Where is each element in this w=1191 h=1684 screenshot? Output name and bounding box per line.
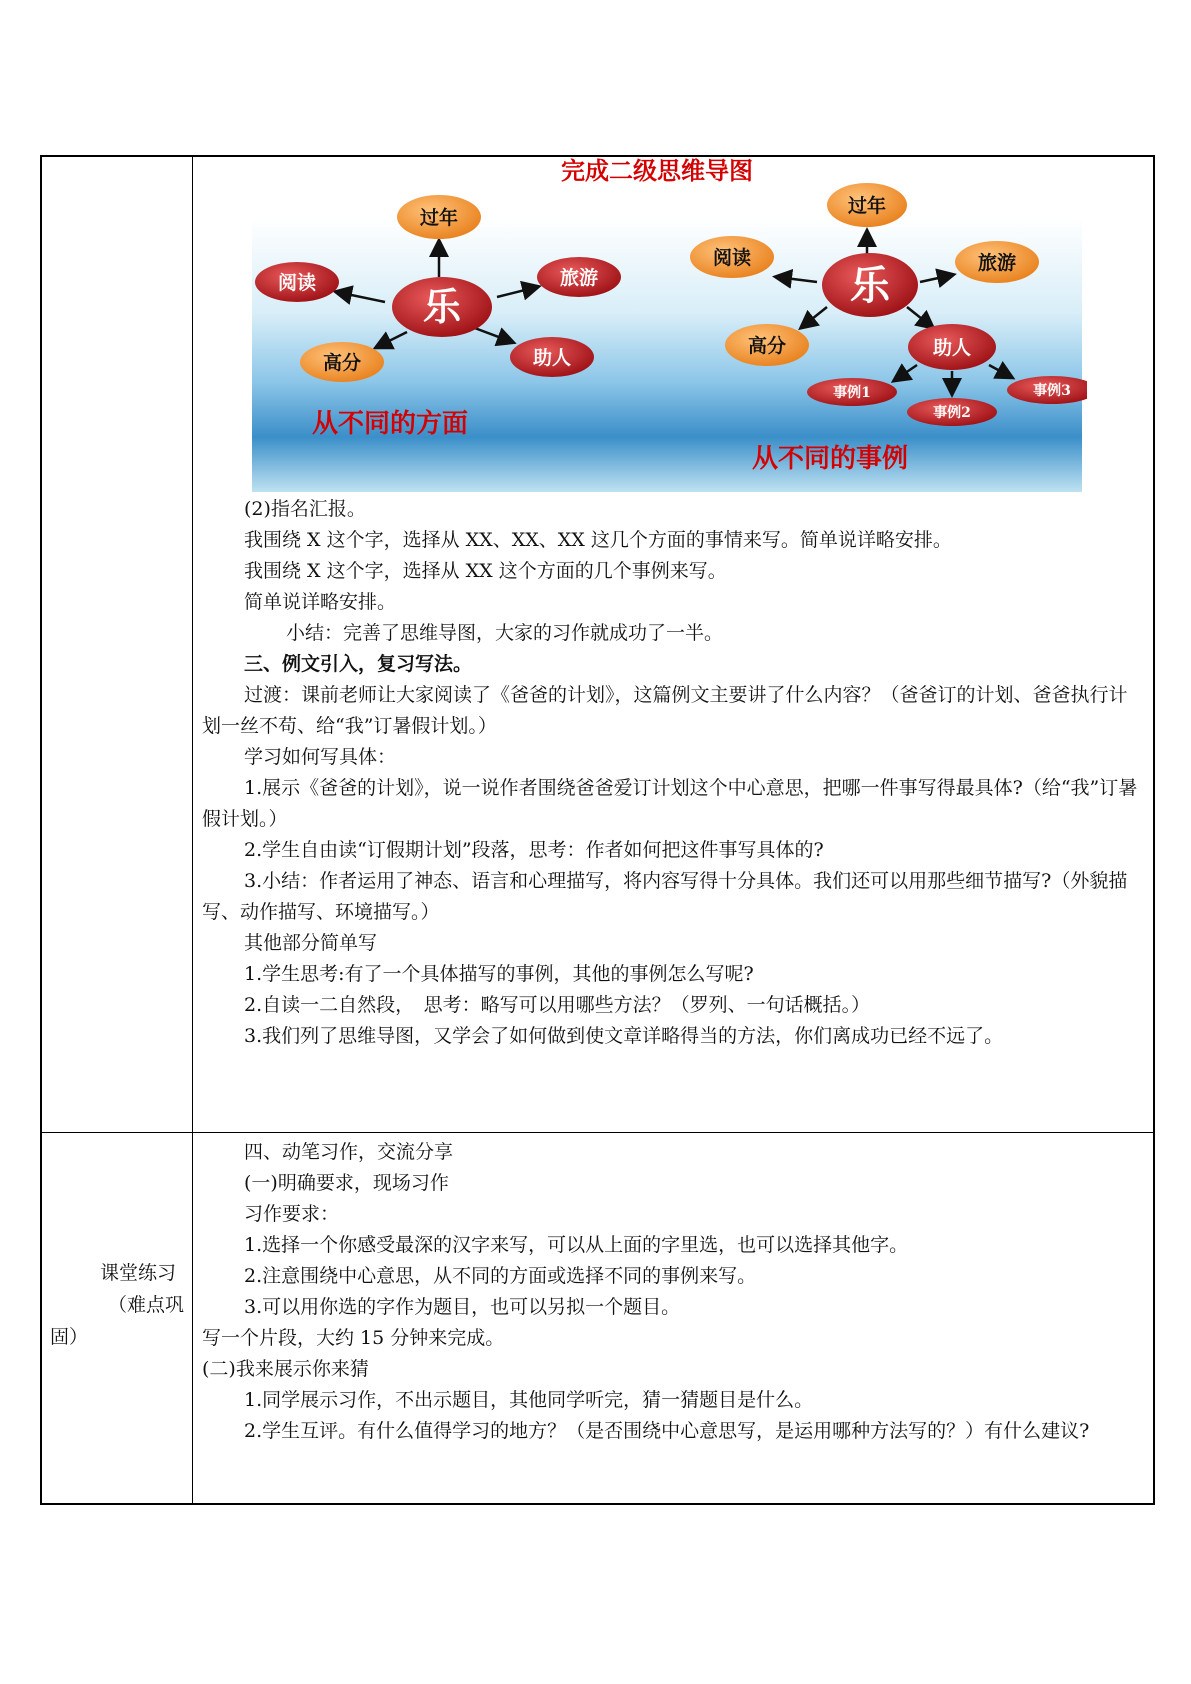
- para-transition: 过渡：课前老师让大家阅读了《爸爸的计划》，这篇例文主要讲了什么内容？（爸爸订的计划、爸爸执行计划一丝不苟、给“我”订暑假计划。）: [202, 684, 1128, 737]
- left-node-yuedu: 阅读: [277, 272, 317, 294]
- column-divider: [192, 157, 193, 1503]
- para-req3: 3.可以用你选的字作为题目，也可以另拟一个题目。: [244, 1296, 681, 1318]
- para-item2: 2.学生自由读“订假期计划”段落，思考：作者如何把这件事写具体的?: [244, 839, 824, 861]
- right-node-lvyou: 旅游: [977, 252, 1017, 274]
- right-example-1: 事例1: [833, 385, 871, 401]
- right-node-gaofen: 高分: [747, 335, 787, 357]
- para-item3: 3.小结：作者运用了神态、语言和心理描写，将内容写得十分具体。我们还可以用那些细节描写?（外貌描写、动作描写、环境描写。）: [202, 870, 1128, 923]
- para-other2: 2.自读一二自然段， 思考：略写可以用哪些方法？（罗列、一句话概括。）: [244, 994, 871, 1016]
- para-report: (2)指名汇报。: [244, 498, 366, 520]
- subheading-requirements: (一)明确要求，现场习作: [244, 1172, 449, 1194]
- para-guess1: 1.同学展示习作，不出示题目，其他同学听完，猜一猜题目是什么。: [244, 1389, 814, 1411]
- heading-section4: 四、动笔习作，交流分享: [244, 1141, 454, 1163]
- left-node-lvyou: 旅游: [559, 267, 599, 289]
- row-label-line2: （难点巩: [108, 1294, 185, 1316]
- para-req2: 2.注意围绕中心意思，从不同的方面或选择不同的事例来写。: [244, 1265, 757, 1287]
- heading-section3: 三、例文引入，复习写法。: [244, 653, 473, 675]
- right-node-yuedu: 阅读: [712, 247, 752, 269]
- right-center-node: 乐: [850, 262, 890, 309]
- content-cell-1: [202, 157, 1142, 1052]
- para-time: 写一个片段，大约 15 分钟来完成。: [202, 1327, 505, 1349]
- subheading-guess: (二)我来展示你来猜: [202, 1358, 369, 1380]
- para-arrange: 简单说详略安排。: [244, 591, 397, 613]
- row-label-line3: 固）: [50, 1326, 89, 1348]
- content-cell-2: [202, 1137, 1142, 1447]
- para-other1: 1.学生思考:有了一个具体描写的事例，其他的事例怎么写呢?: [244, 963, 754, 985]
- lesson-table: [40, 155, 1155, 1505]
- mindmap-image: [227, 157, 1087, 492]
- left-node-zhuren: 助人: [532, 347, 572, 369]
- para-other-parts: 其他部分简单写: [244, 932, 378, 954]
- para-learn-concrete: 学习如何写具体：: [244, 746, 397, 768]
- row-divider: [42, 1132, 1153, 1133]
- para-other3: 3.我们列了思维导图，又学会了如何做到使文章详略得当的方法，你们离成功已经不远了。: [244, 1025, 1004, 1047]
- left-node-gaofen: 高分: [322, 352, 362, 374]
- map-title: 完成二级思维导图: [561, 157, 753, 185]
- right-node-guonian: 过年: [847, 195, 887, 217]
- left-node-guonian: 过年: [419, 207, 459, 229]
- right-caption: 从不同的事例: [752, 444, 909, 474]
- para-summary: 小结：完善了思维导图，大家的习作就成功了一半。: [286, 622, 724, 644]
- left-caption: 从不同的方面: [312, 409, 469, 439]
- para-item1: 1.展示《爸爸的计划》，说一说作者围绕爸爸爱订计划这个中心意思，把哪一件事写得最具体?（给“我”订暑假计划。）: [202, 777, 1138, 830]
- left-center-node: 乐: [422, 284, 462, 329]
- para-guess2: 2.学生互评。有什么值得学习的地方？（是否围绕中心意思写，是运用哪种方法写的？）有什么建议?: [244, 1420, 1090, 1442]
- para-aspects: 我围绕 X 这个字，选择从 XX、XX、XX 这几个方面的事情来写。简单说详略安排。: [244, 529, 952, 551]
- row-label-line1: 课堂练习: [100, 1262, 177, 1284]
- para-examples: 我围绕 X 这个字，选择从 XX 这个方面的几个事例来写。: [244, 560, 727, 582]
- para-req-title: 习作要求：: [244, 1203, 340, 1225]
- para-req1: 1.选择一个你感受最深的汉字来写，可以从上面的字里选，也可以选择其他字。: [244, 1234, 909, 1256]
- row-label-practice: [50, 1257, 190, 1353]
- right-example-3: 事例3: [1033, 383, 1071, 399]
- right-node-zhuren: 助人: [932, 337, 972, 359]
- right-example-2: 事例2: [933, 405, 971, 421]
